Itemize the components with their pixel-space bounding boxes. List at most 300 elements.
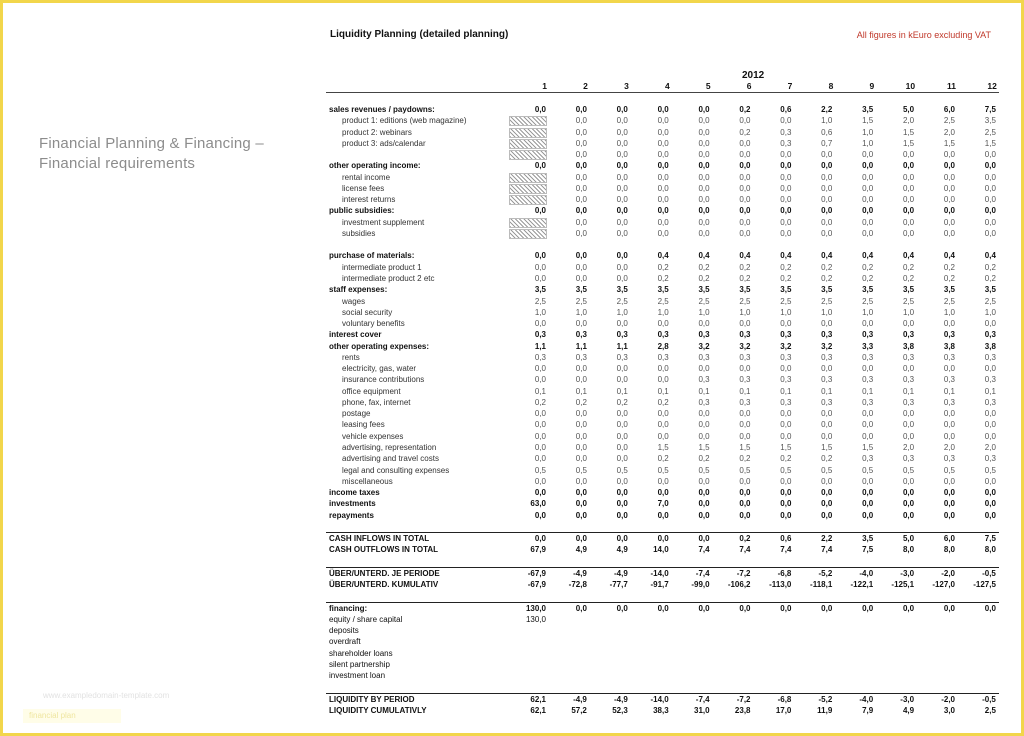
value-cell: 0,3	[902, 375, 915, 385]
value-cell: 8,0	[984, 545, 996, 555]
value-cell: 0,0	[780, 420, 792, 430]
value-cell: -118,1	[810, 580, 833, 590]
value-cell: 0,0	[616, 262, 628, 272]
value-cell: 0,3	[534, 330, 546, 340]
value-cell: 0,0	[616, 510, 628, 520]
value-cell: 0,0	[534, 534, 546, 544]
value-cell: 0,0	[780, 319, 792, 329]
value-cell: 0,0	[698, 183, 710, 193]
table-row	[326, 262, 999, 273]
value-cell: 0,1	[780, 386, 792, 396]
value-cell: 0,0	[862, 206, 874, 216]
value-cell: 0,3	[943, 352, 955, 362]
value-cell: -4,9	[573, 694, 587, 704]
value-cell: 0,0	[780, 172, 792, 182]
value-cell: -99,0	[691, 580, 710, 590]
value-cell: 0,3	[616, 330, 628, 340]
value-cell: 0,0	[902, 603, 915, 613]
value-cell: 1,5	[698, 442, 710, 452]
value-cell: -77,7	[609, 580, 628, 590]
value-cell: 0,4	[657, 251, 669, 261]
value-cell: -67,9	[527, 568, 546, 578]
value-cell: 7,4	[821, 545, 833, 555]
value-cell: 4,9	[616, 545, 628, 555]
value-cell: -14,0	[650, 694, 669, 704]
value-cell: 1,0	[657, 307, 669, 317]
value-cell: 0,2	[739, 262, 751, 272]
row-label: rents	[342, 352, 360, 362]
value-cell: 0,0	[657, 195, 669, 205]
value-cell: 0,2	[780, 262, 792, 272]
table-row	[326, 431, 999, 442]
value-cell: 1,0	[534, 307, 546, 317]
table-row	[326, 602, 999, 614]
value-cell: 0,0	[534, 454, 546, 464]
value-cell: 0,0	[739, 150, 751, 160]
value-cell: 1,0	[943, 307, 955, 317]
value-cell: 0,0	[698, 319, 710, 329]
value-cell: 0,0	[984, 195, 996, 205]
value-cell: -7,2	[736, 694, 751, 704]
value-cell: 0,0	[780, 228, 792, 238]
value-cell: 0,0	[984, 228, 996, 238]
value-cell: 0,0	[984, 206, 996, 216]
hatched-input-cell	[509, 116, 547, 126]
value-cell: 63,0	[530, 499, 546, 509]
value-cell: 0,3	[943, 330, 955, 340]
value-cell: 1,5	[984, 138, 996, 148]
value-cell: 0,0	[616, 454, 628, 464]
hatched-input-cell	[509, 150, 547, 160]
value-cell: 1,5	[943, 138, 955, 148]
value-cell: 0,0	[616, 442, 628, 452]
row-label: equity / share capital	[329, 614, 403, 624]
value-cell: 3,5	[902, 285, 915, 295]
value-cell: 0,0	[902, 217, 915, 227]
table-row	[326, 104, 999, 115]
value-cell: 3,5	[862, 285, 874, 295]
value-cell: 23,8	[734, 706, 751, 716]
value-cell: 0,0	[902, 420, 915, 430]
value-cell: 0,0	[616, 273, 628, 283]
table-row	[326, 386, 999, 397]
value-cell: 0,5	[943, 465, 955, 475]
value-cell: 0,0	[943, 603, 955, 613]
value-cell: 2,5	[984, 296, 996, 306]
value-cell: 14,0	[653, 545, 669, 555]
value-cell: 0,0	[902, 206, 915, 216]
value-cell: 0,0	[534, 251, 546, 261]
value-cell: 1,0	[616, 307, 628, 317]
row-label: investment loan	[329, 671, 386, 681]
value-cell: -3,0	[900, 694, 915, 704]
value-cell: 0,0	[821, 431, 833, 441]
value-cell: 0,3	[780, 397, 792, 407]
value-cell: 0,0	[780, 488, 792, 498]
value-cell: 0,0	[657, 161, 669, 171]
value-cell: 0,0	[534, 206, 546, 216]
row-label: investment supplement	[342, 217, 425, 227]
row-label: ÜBER/UNTERD. JE PERIODE	[329, 568, 440, 578]
value-cell: 0,0	[780, 195, 792, 205]
row-label: postage	[342, 409, 371, 419]
value-cell: 0,0	[780, 409, 792, 419]
month-header: 4	[664, 81, 670, 91]
value-cell: 130,0	[525, 614, 546, 624]
value-cell: 0,0	[902, 195, 915, 205]
value-cell: 0,3	[780, 352, 792, 362]
value-cell: 0,2	[821, 273, 833, 283]
value-cell: 0,0	[698, 206, 710, 216]
value-cell: 3,5	[575, 285, 587, 295]
table-row	[326, 217, 999, 228]
table-row	[326, 228, 999, 239]
value-cell: 0,0	[984, 603, 996, 613]
value-cell: 0,0	[698, 364, 710, 374]
value-cell: 0,0	[862, 499, 874, 509]
table-row	[326, 648, 999, 659]
hatched-input-cell	[509, 195, 547, 205]
month-header: 5	[705, 81, 711, 91]
value-cell: 0,2	[739, 273, 751, 283]
year-label: 2012	[742, 70, 765, 81]
value-cell: 2,5	[943, 296, 955, 306]
table-row	[326, 250, 999, 261]
value-cell: 0,0	[616, 172, 628, 182]
month-header: 6	[746, 81, 752, 91]
table-row	[326, 693, 999, 705]
month-header: 12	[987, 81, 997, 91]
value-cell: 0,0	[575, 273, 587, 283]
value-cell: 0,2	[780, 454, 792, 464]
value-cell: -72,8	[568, 580, 587, 590]
value-cell: 0,0	[616, 138, 628, 148]
value-cell: 0,5	[739, 465, 751, 475]
value-cell: 0,0	[821, 476, 833, 486]
value-cell: 0,0	[657, 150, 669, 160]
table-row	[326, 352, 999, 363]
value-cell: 62,1	[530, 694, 546, 704]
value-cell: 0,0	[821, 217, 833, 227]
value-cell: 31,0	[694, 706, 710, 716]
value-cell: 0,0	[534, 161, 546, 171]
value-cell: 2,2	[821, 105, 833, 114]
value-cell: -4,9	[573, 568, 587, 578]
value-cell: 0,0	[657, 603, 669, 613]
value-cell: 0,5	[821, 465, 833, 475]
row-label: interest returns	[342, 195, 396, 205]
value-cell: 7,0	[657, 499, 669, 509]
value-cell: 0,0	[616, 476, 628, 486]
value-cell: 3,8	[943, 341, 955, 351]
value-cell: 0,4	[902, 251, 915, 261]
value-cell: 0,0	[739, 116, 751, 126]
value-cell: 0,0	[698, 409, 710, 419]
value-cell: 0,0	[616, 364, 628, 374]
value-cell: 0,0	[698, 603, 710, 613]
value-cell: 0,1	[657, 386, 669, 396]
value-cell: 0,0	[902, 364, 915, 374]
row-label: wages	[342, 296, 366, 306]
value-cell: 0,0	[575, 488, 587, 498]
value-cell: 0,3	[698, 352, 710, 362]
row-label: product 1: editions (web magazine)	[342, 116, 467, 126]
value-cell: 0,0	[821, 161, 833, 171]
value-cell: 0,0	[616, 206, 628, 216]
value-cell: 0,3	[862, 330, 874, 340]
value-cell: 0,3	[902, 330, 915, 340]
value-cell: 0,0	[616, 127, 628, 137]
value-cell: 0,0	[862, 409, 874, 419]
table-row	[326, 341, 999, 352]
value-cell: 0,0	[739, 183, 751, 193]
value-cell: 0,0	[821, 228, 833, 238]
value-cell: 5,0	[902, 534, 915, 544]
value-cell: -2,0	[941, 694, 955, 704]
value-cell: 3,8	[984, 341, 996, 351]
value-cell: 0,3	[698, 375, 710, 385]
value-cell: 0,0	[739, 161, 751, 171]
table-row	[326, 636, 999, 647]
value-cell: 1,0	[862, 127, 874, 137]
value-cell: 0,0	[616, 116, 628, 126]
row-label: shareholder loans	[329, 648, 393, 658]
value-cell: 0,2	[657, 397, 669, 407]
table-row	[326, 172, 999, 183]
value-cell: 0,0	[943, 150, 955, 160]
value-cell: 2,5	[984, 706, 996, 716]
value-cell: 0,0	[862, 319, 874, 329]
value-cell: 0,2	[943, 273, 955, 283]
value-cell: 0,0	[902, 510, 915, 520]
value-cell: 0,3	[780, 127, 792, 137]
value-cell: 0,2	[575, 397, 587, 407]
hatched-input-cell	[509, 229, 547, 239]
value-cell: 0,2	[821, 262, 833, 272]
value-cell: 0,0	[657, 510, 669, 520]
row-label: other operating income:	[329, 161, 421, 171]
value-cell: 0,3	[616, 352, 628, 362]
value-cell: 0,0	[902, 150, 915, 160]
value-cell: 0,0	[575, 217, 587, 227]
value-cell: 1,0	[984, 307, 996, 317]
value-cell: 7,5	[984, 105, 996, 114]
table-row	[326, 138, 999, 149]
value-cell: 0,5	[984, 465, 996, 475]
value-cell: 0,3	[534, 352, 546, 362]
table-row	[326, 670, 999, 681]
value-cell: 0,0	[943, 228, 955, 238]
value-cell: 2,5	[943, 116, 955, 126]
value-cell: 0,3	[657, 330, 669, 340]
value-cell: 0,3	[902, 454, 915, 464]
table-row	[326, 705, 999, 716]
value-cell: 0,0	[780, 161, 792, 171]
month-header: 11	[947, 81, 956, 91]
value-cell: 0,6	[780, 105, 792, 114]
value-cell: 0,0	[943, 420, 955, 430]
value-cell: 0,0	[534, 476, 546, 486]
value-cell: 2,0	[943, 127, 955, 137]
value-cell: 0,0	[575, 105, 587, 114]
value-cell: 3,2	[780, 341, 792, 351]
value-cell: 0,4	[698, 251, 710, 261]
value-cell: 0,0	[902, 172, 915, 182]
value-cell: 0,0	[739, 195, 751, 205]
value-cell: 0,0	[984, 420, 996, 430]
value-cell: 0,1	[616, 386, 628, 396]
value-cell: -4,0	[859, 568, 874, 578]
value-cell: 0,0	[534, 364, 546, 374]
value-cell: 2,5	[575, 296, 587, 306]
value-cell: 0,0	[698, 161, 710, 171]
value-cell: 0,0	[698, 217, 710, 227]
value-cell: 0,0	[575, 172, 587, 182]
value-cell: 2,5	[698, 296, 710, 306]
value-cell: 0,0	[698, 116, 710, 126]
value-cell: 0,0	[984, 217, 996, 227]
value-cell: 2,0	[943, 442, 955, 452]
value-cell: 0,3	[657, 352, 669, 362]
value-cell: -0,5	[982, 568, 996, 578]
table-row	[326, 363, 999, 374]
value-cell: 2,5	[902, 296, 915, 306]
value-cell: 0,3	[821, 330, 833, 340]
row-label: ÜBER/UNTERD. KUMULATIV	[329, 580, 439, 590]
row-label: staff expenses:	[329, 285, 388, 295]
table-row	[326, 329, 999, 340]
value-cell: 0,3	[575, 330, 587, 340]
value-cell: 2,5	[657, 296, 669, 306]
value-cell: 1,0	[862, 138, 874, 148]
value-cell: 0,0	[657, 138, 669, 148]
value-cell: 0,0	[698, 499, 710, 509]
value-cell: 8,0	[943, 545, 955, 555]
value-cell: 0,0	[862, 161, 874, 171]
value-cell: 0,0	[534, 105, 546, 114]
value-cell: 0,0	[698, 150, 710, 160]
value-cell: 0,3	[698, 330, 710, 340]
liquidity-table	[326, 104, 999, 716]
value-cell: 0,0	[943, 172, 955, 182]
value-cell: 0,0	[821, 499, 833, 509]
value-cell: 0,3	[780, 375, 792, 385]
table-row	[326, 476, 999, 487]
value-cell: -4,9	[614, 694, 628, 704]
row-label: LIQUIDITY CUMULATIVLY	[329, 706, 427, 716]
value-cell: 0,3	[862, 454, 874, 464]
value-cell: 0,3	[698, 397, 710, 407]
value-cell: 0,0	[657, 409, 669, 419]
value-cell: 0,1	[862, 386, 874, 396]
row-label: license fees	[342, 183, 385, 193]
value-cell: 0,0	[575, 262, 587, 272]
table-row	[326, 397, 999, 408]
row-label: electricity, gas, water	[342, 364, 417, 374]
value-cell: 6,0	[943, 105, 955, 114]
month-header: 7	[787, 81, 793, 91]
value-cell: 3,5	[943, 285, 955, 295]
value-cell: 0,0	[575, 431, 587, 441]
value-cell: 0,3	[780, 138, 792, 148]
row-label: interest cover	[329, 330, 382, 340]
value-cell: 0,0	[575, 476, 587, 486]
table-row	[326, 296, 999, 307]
value-cell: 0,0	[902, 319, 915, 329]
value-cell: 0,3	[902, 352, 915, 362]
value-cell: 0,0	[698, 420, 710, 430]
value-cell: 3,2	[698, 341, 710, 351]
value-cell: 1,5	[780, 442, 792, 452]
value-cell: 0,0	[657, 206, 669, 216]
value-cell: 0,0	[943, 195, 955, 205]
corner-tag: financial plan	[23, 709, 121, 723]
value-cell: 0,0	[616, 420, 628, 430]
value-cell: 0,0	[821, 206, 833, 216]
value-cell: 0,0	[943, 476, 955, 486]
value-cell: 0,0	[534, 488, 546, 498]
value-cell: 0,1	[984, 386, 996, 396]
value-cell: 2,8	[657, 341, 669, 351]
value-cell: 0,0	[575, 183, 587, 193]
value-cell: 0,4	[780, 251, 792, 261]
value-cell: 0,2	[902, 262, 915, 272]
value-cell: 0,3	[862, 375, 874, 385]
value-cell: 0,2	[739, 127, 751, 137]
value-cell: 0,0	[657, 431, 669, 441]
hatched-input-cell	[509, 218, 547, 228]
row-label: insurance contributions	[342, 375, 425, 385]
value-cell: 0,0	[534, 510, 546, 520]
value-cell: 0,0	[902, 183, 915, 193]
hatched-input-cell	[509, 128, 547, 138]
row-label: overdraft	[329, 637, 361, 647]
value-cell: 0,0	[698, 476, 710, 486]
value-cell: -106,2	[727, 580, 751, 590]
value-cell: 1,0	[902, 307, 915, 317]
value-cell: 0,3	[943, 454, 955, 464]
value-cell: 0,0	[698, 172, 710, 182]
table-row	[326, 194, 999, 205]
value-cell: 0,0	[534, 442, 546, 452]
value-cell: -127,0	[932, 580, 955, 590]
value-cell: 0,0	[657, 183, 669, 193]
row-label: social security	[342, 307, 393, 317]
value-cell: 0,1	[902, 386, 915, 396]
value-cell: -0,5	[982, 694, 996, 704]
value-cell: 0,3	[821, 397, 833, 407]
value-cell: 0,3	[902, 397, 915, 407]
value-cell: 0,0	[698, 105, 710, 114]
value-cell: 0,2	[657, 454, 669, 464]
value-cell: 0,0	[698, 510, 710, 520]
row-label: silent partnership	[329, 660, 390, 670]
value-cell: 3,2	[739, 341, 751, 351]
value-cell: 0,0	[575, 603, 587, 613]
value-cell: -5,2	[818, 694, 833, 704]
row-label: product 3: ads/calendar	[342, 138, 426, 148]
value-cell: 0,0	[698, 228, 710, 238]
month-header: 1	[542, 81, 547, 91]
value-cell: 0,0	[575, 206, 587, 216]
spacer-row	[326, 682, 999, 693]
watermark-text: www.exampledomain-template.com	[43, 691, 170, 700]
value-cell: 0,2	[698, 454, 710, 464]
spacer-row	[326, 521, 999, 532]
value-cell: 0,0	[616, 488, 628, 498]
value-cell: 0,0	[984, 319, 996, 329]
value-cell: 0,3	[984, 330, 996, 340]
